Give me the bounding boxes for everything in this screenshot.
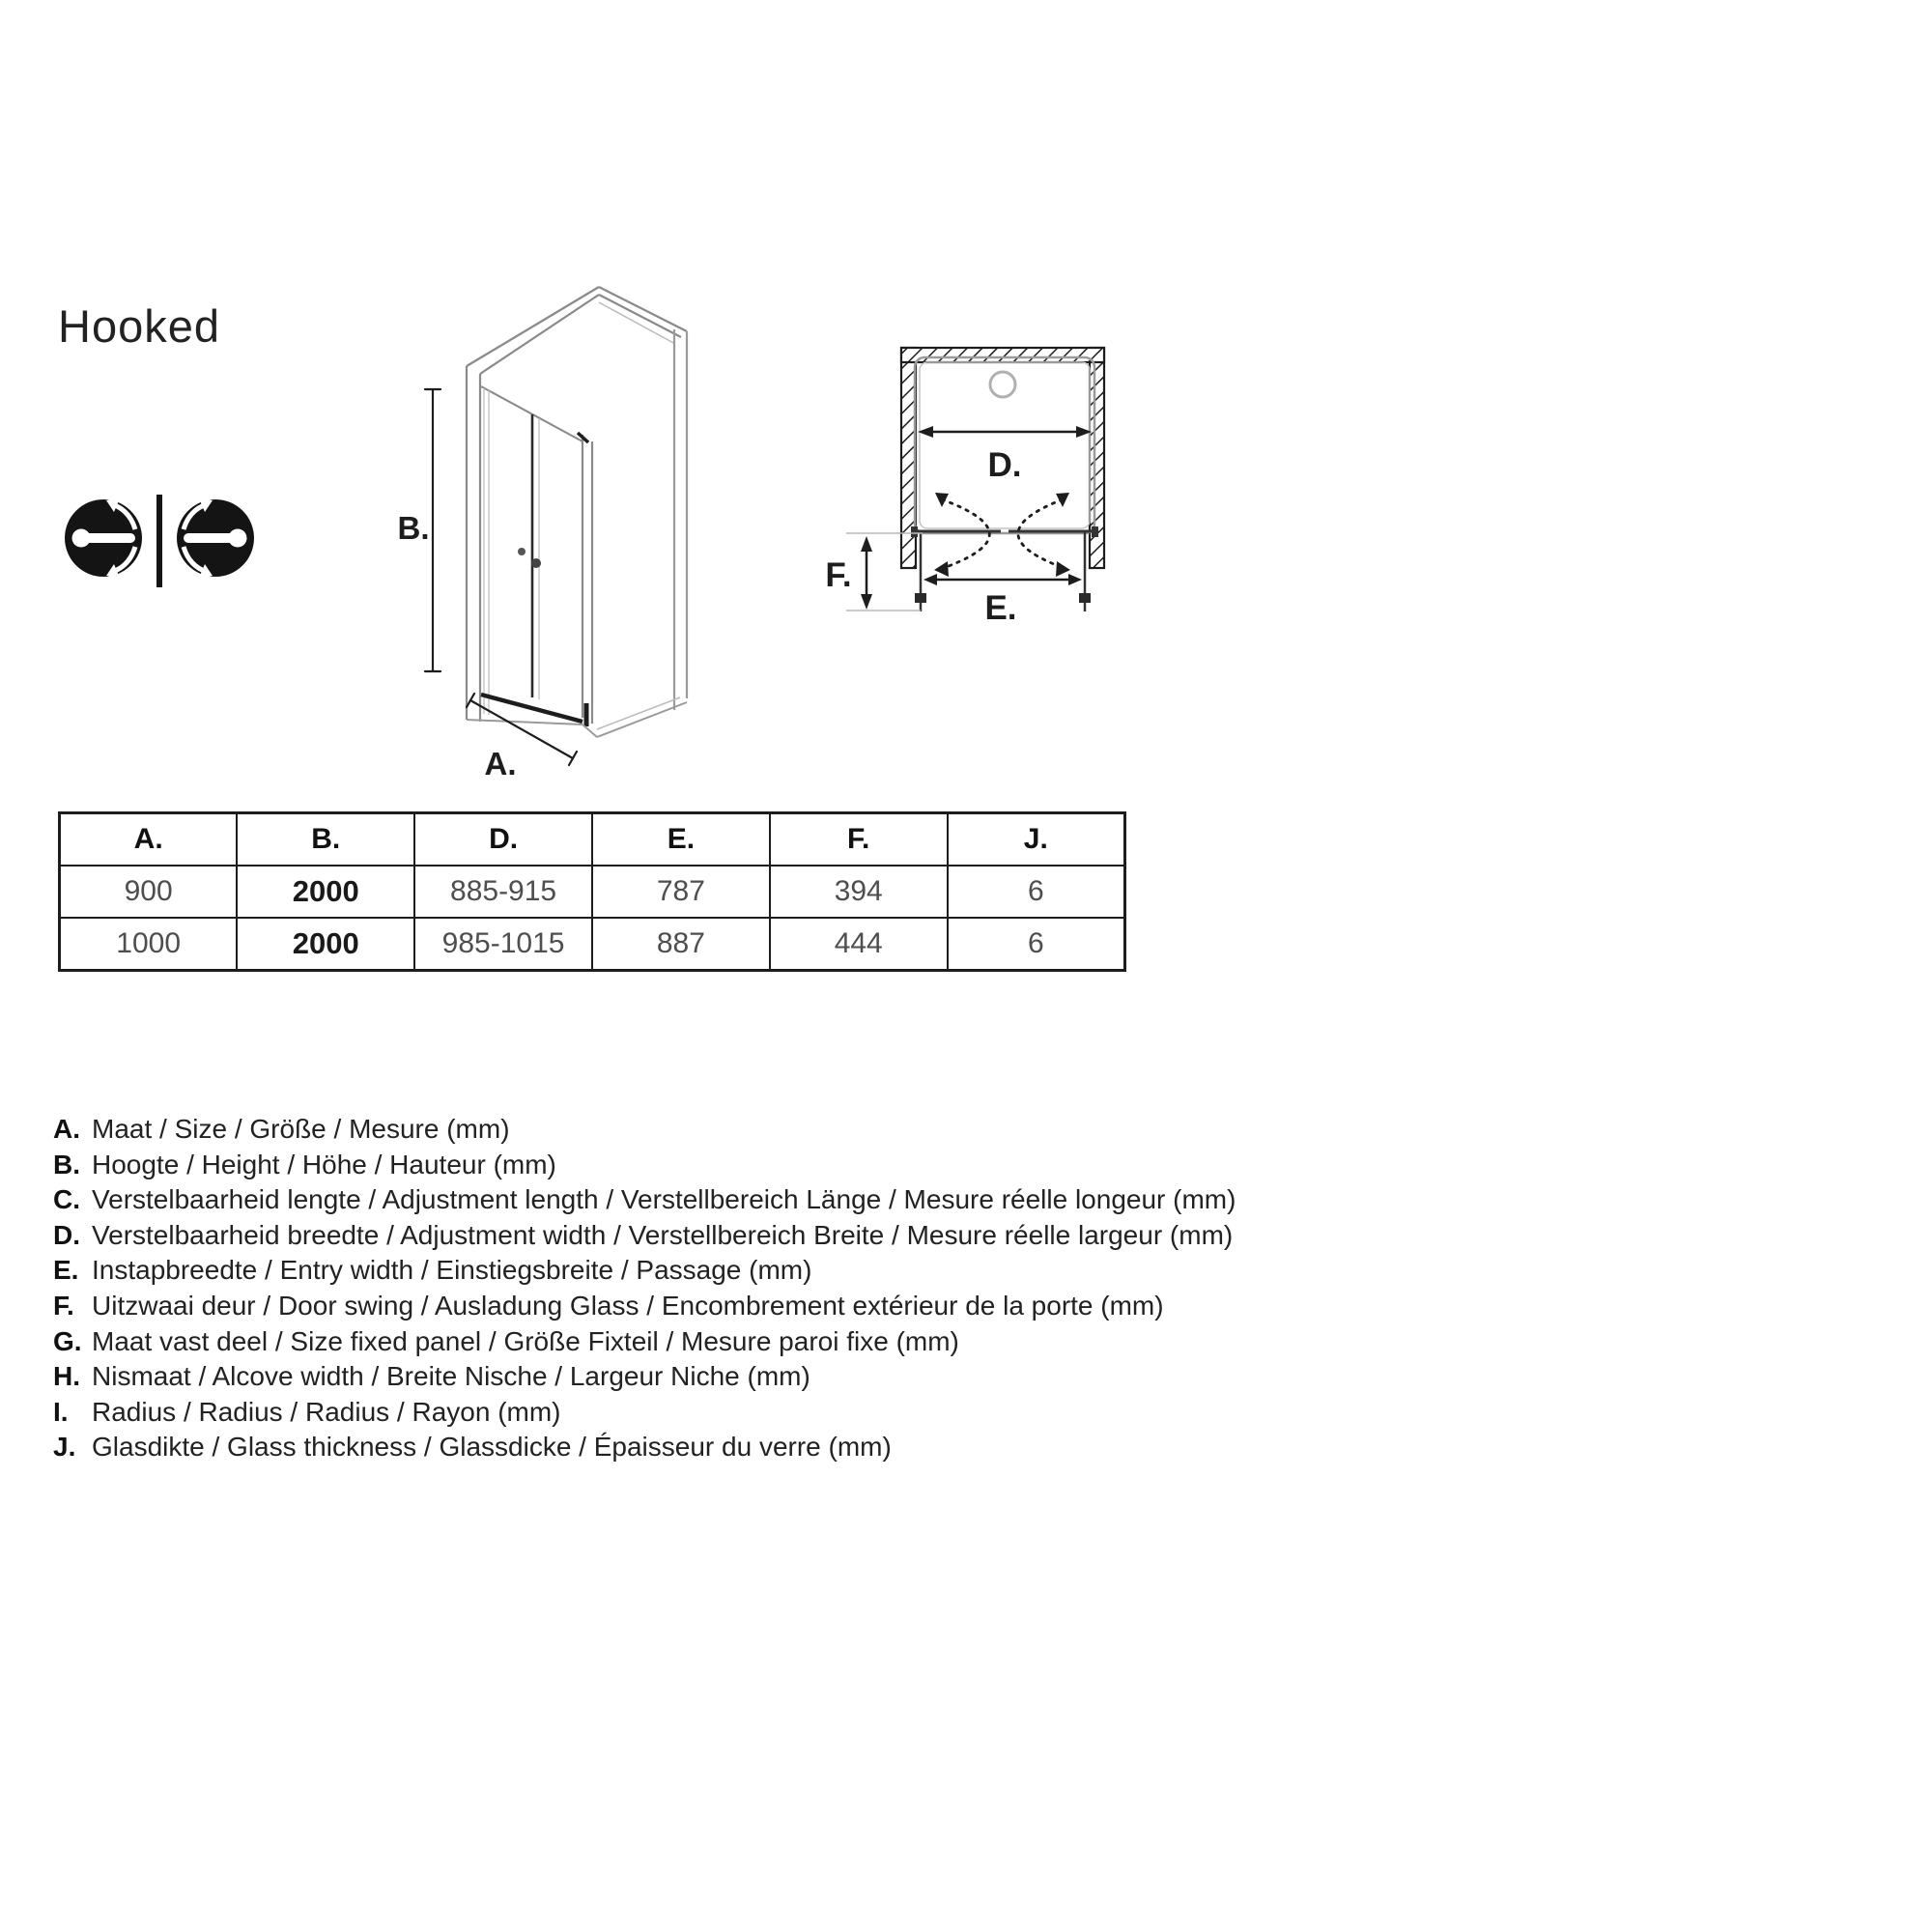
table-cell: 2000 <box>237 866 414 918</box>
bifold-doors <box>467 386 597 737</box>
table-cell: 444 <box>770 918 948 971</box>
table-cell: 887 <box>592 918 770 971</box>
table-row <box>60 918 1125 971</box>
top-view-drawing <box>807 338 1106 628</box>
legend-letter: F. <box>53 1290 74 1321</box>
legend-item <box>53 1430 1236 1465</box>
legend-item <box>53 1182 1236 1218</box>
legend-text: Hoogte / Height / Höhe / Hauteur (mm) <box>92 1149 556 1179</box>
table-header-cell: B. <box>237 813 414 867</box>
table-header-cell: F. <box>770 813 948 867</box>
door-swing-right-hinge-icon <box>177 498 254 578</box>
table-cell: 985-1015 <box>414 918 592 971</box>
right-frame-profile <box>578 433 592 726</box>
legend-letter: B. <box>53 1149 80 1179</box>
legend-item <box>53 1253 1236 1289</box>
table-cell: 885-915 <box>414 866 592 918</box>
table-cell: 2000 <box>237 918 414 971</box>
legend-item <box>53 1359 1236 1395</box>
legend-letter: C. <box>53 1184 80 1215</box>
legend-text: Nismaat / Alcove width / Breite Nische / Largeur Niche (mm) <box>92 1361 810 1392</box>
label-adjustment-width-d: D. <box>987 446 1022 484</box>
label-size-a: A. <box>484 746 517 781</box>
legend-item <box>53 1289 1236 1324</box>
table-cell: 1000 <box>60 918 238 971</box>
legend-text: Maat vast deel / Size fixed panel / Größe Fixteil / Mesure paroi fixe (mm) <box>92 1325 959 1356</box>
legend-letter: A. <box>53 1114 80 1144</box>
legend-item <box>53 1112 1236 1148</box>
legend-letter: D. <box>53 1219 80 1250</box>
table-row <box>60 866 1125 918</box>
legend-letter: I. <box>53 1396 69 1427</box>
dimension-arrow-adjustment-width <box>918 426 1092 438</box>
label-height-b: B. <box>397 510 430 546</box>
front-isometric-drawing <box>348 203 691 782</box>
label-door-swing-f: F. <box>825 556 852 594</box>
table-cell: 394 <box>770 866 948 918</box>
door-handle-icon <box>1079 593 1091 603</box>
legend-text: Verstelbaarheid breedte / Adjustment width / Verstellbereich Breite / Mesure réelle largeur (mm) <box>92 1219 1234 1250</box>
dimensions-table <box>58 811 1126 972</box>
legend-text: Radius / Radius / Radius / Rayon (mm) <box>92 1396 561 1427</box>
drain-icon <box>990 372 1015 397</box>
door-swing-left-hinge-icon <box>65 498 142 578</box>
door-swing-icons <box>58 493 261 589</box>
legend-text: Instapbreedte / Entry width / Einstiegsbreite / Passage (mm) <box>92 1255 812 1286</box>
legend <box>53 1112 1236 1465</box>
legend-text: Maat / Size / Größe / Mesure (mm) <box>92 1114 510 1144</box>
legend-letter: E. <box>53 1255 79 1286</box>
table-header-row <box>60 813 1125 867</box>
table-cell: 6 <box>948 918 1125 971</box>
legend-letter: J. <box>53 1432 76 1463</box>
table-header-cell: J. <box>948 813 1125 867</box>
table-cell: 900 <box>60 866 238 918</box>
table-header-cell: E. <box>592 813 770 867</box>
legend-item <box>53 1395 1236 1431</box>
table-cell: 787 <box>592 866 770 918</box>
door-swing-arrowheads <box>934 493 1070 577</box>
legend-item <box>53 1148 1236 1183</box>
icon-divider <box>156 495 162 587</box>
legend-text: Uitzwaai deur / Door swing / Ausladung Glass / Encombrement extérieur de la porte (mm) <box>92 1290 1164 1321</box>
legend-item <box>53 1218 1236 1254</box>
legend-letter: G. <box>53 1325 82 1356</box>
label-entry-width-e: E. <box>984 589 1017 627</box>
page-title: Hooked <box>58 300 220 352</box>
table-cell: 6 <box>948 866 1125 918</box>
legend-letter: H. <box>53 1361 80 1392</box>
table-header-cell: A. <box>60 813 238 867</box>
legend-text: Glasdikte / Glass thickness / Glassdicke / Épaisseur du verre (mm) <box>92 1432 892 1463</box>
table-header-cell: D. <box>414 813 592 867</box>
legend-text: Verstelbaarheid lengte / Adjustment length / Verstellbereich Länge / Mesure réelle longeur (mm) <box>92 1184 1236 1215</box>
door-handle-knob <box>531 558 541 568</box>
back-wall-panel <box>597 287 687 737</box>
door-handle-icon <box>915 593 926 603</box>
door-handle-knob <box>518 548 526 555</box>
legend-item <box>53 1324 1236 1360</box>
